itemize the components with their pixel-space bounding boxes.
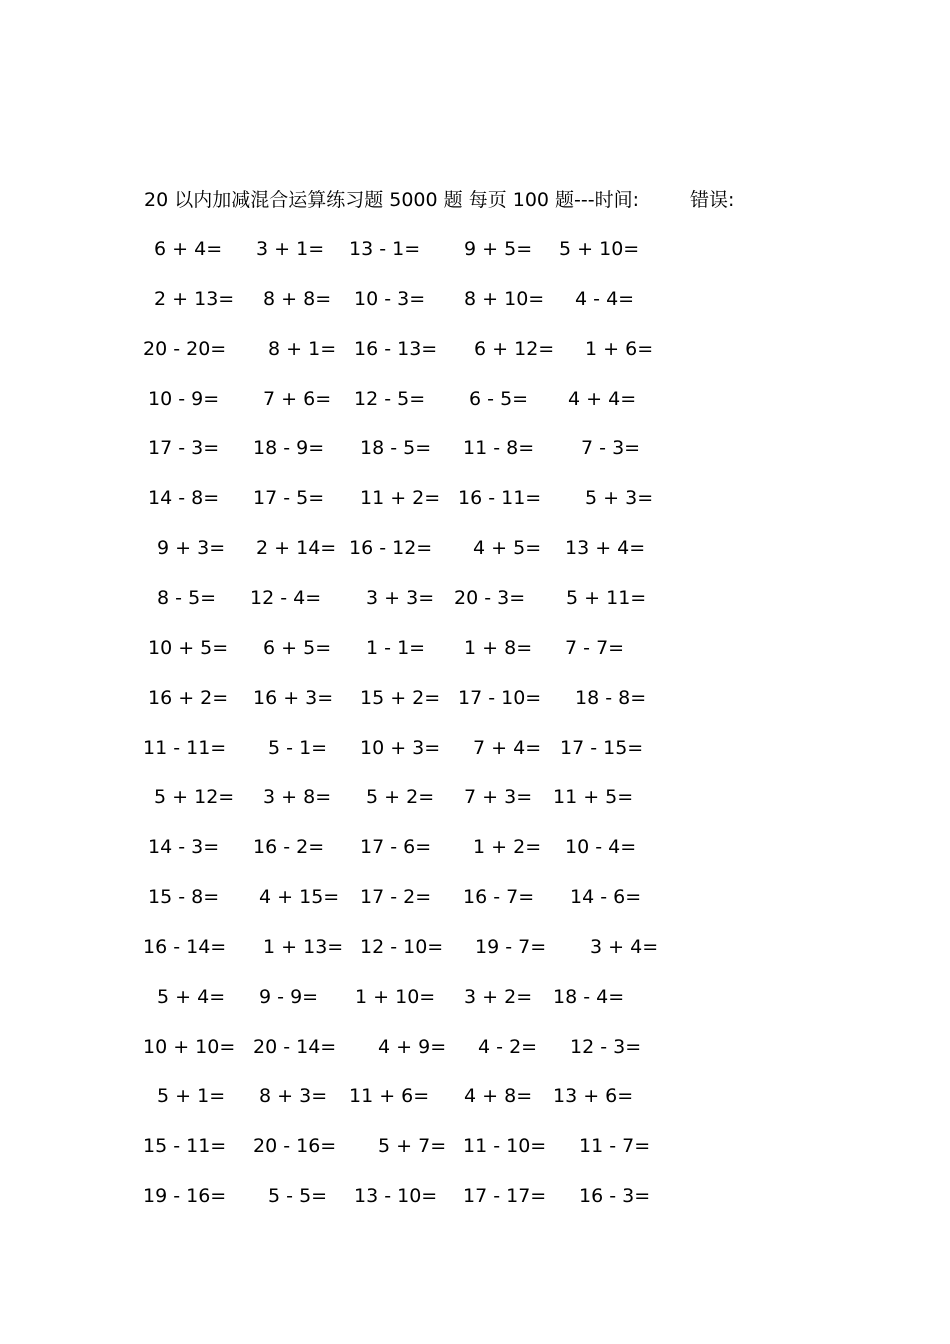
math-problem: 5 + 1= xyxy=(151,1085,226,1108)
math-problem: 16 - 13= xyxy=(354,337,438,360)
math-problem: 1 + 2= xyxy=(467,836,542,859)
worksheet-header xyxy=(144,186,735,214)
math-problem: 19 - 7= xyxy=(475,935,547,958)
math-problem: 7 - 3= xyxy=(575,437,641,460)
math-problem: 5 + 11= xyxy=(560,586,647,609)
math-problem: 11 - 10= xyxy=(463,1135,547,1158)
math-problem: 18 - 4= xyxy=(553,985,625,1008)
math-problem: 17 - 17= xyxy=(463,1185,547,1208)
math-problem: 15 - 11= xyxy=(143,1135,227,1158)
math-problem: 9 - 9= xyxy=(253,985,319,1008)
math-problem: 4 - 4= xyxy=(569,287,635,310)
math-problem: 6 + 4= xyxy=(148,238,223,260)
math-problem: 11 - 11= xyxy=(143,736,227,759)
math-problem: 12 - 4= xyxy=(250,586,322,609)
math-problem: 14 - 6= xyxy=(570,886,642,909)
math-problem: 10 - 9= xyxy=(148,387,220,410)
math-problem: 9 + 5= xyxy=(458,238,533,260)
math-problem: 8 + 10= xyxy=(458,287,545,310)
math-problem: 5 + 7= xyxy=(372,1135,447,1158)
math-problem: 15 + 2= xyxy=(360,686,441,709)
math-problem: 10 + 5= xyxy=(148,636,229,659)
error-count-label: 错误: xyxy=(690,189,735,211)
math-problem: 5 + 12= xyxy=(148,786,235,809)
math-problem: 17 - 5= xyxy=(253,487,325,510)
math-problem: 3 + 8= xyxy=(257,786,332,809)
math-problem: 9 + 3= xyxy=(151,537,226,560)
math-problem: 5 + 4= xyxy=(151,985,226,1008)
math-problem: 18 - 9= xyxy=(253,437,325,460)
math-problem: 16 - 2= xyxy=(253,836,325,859)
math-problem: 12 - 3= xyxy=(570,1035,642,1058)
math-problem: 16 - 7= xyxy=(463,886,535,909)
math-problem: 14 - 8= xyxy=(148,487,220,510)
math-problem: 11 + 2= xyxy=(360,487,441,510)
math-problem: 13 - 10= xyxy=(354,1185,438,1208)
math-problem: 20 - 16= xyxy=(253,1135,337,1158)
math-problem: 5 + 10= xyxy=(553,238,640,260)
math-problem: 20 - 20= xyxy=(143,337,227,360)
math-problem: 4 + 4= xyxy=(562,387,637,410)
math-problem: 13 + 6= xyxy=(553,1085,634,1108)
math-problem: 16 + 3= xyxy=(253,686,334,709)
math-problem: 10 - 3= xyxy=(354,287,426,310)
math-problem: 17 - 6= xyxy=(360,836,432,859)
math-problem: 8 + 8= xyxy=(257,287,332,310)
math-problem: 19 - 16= xyxy=(143,1185,227,1208)
math-problem: 10 + 3= xyxy=(360,736,441,759)
math-problem: 3 + 2= xyxy=(458,985,533,1008)
math-problem: 4 + 9= xyxy=(372,1035,447,1058)
math-problem: 4 + 8= xyxy=(458,1085,533,1108)
math-problem: 13 - 1= xyxy=(349,238,421,260)
math-problem: 4 + 5= xyxy=(467,537,542,560)
math-problem: 17 - 15= xyxy=(560,736,644,759)
math-problem: 18 - 8= xyxy=(575,686,647,709)
math-problem: 16 - 14= xyxy=(143,935,227,958)
math-problem: 5 - 5= xyxy=(262,1185,328,1208)
math-problem: 1 + 6= xyxy=(579,337,654,360)
math-problem: 7 + 6= xyxy=(257,387,332,410)
math-problem: 16 + 2= xyxy=(148,686,229,709)
math-problem: 16 - 12= xyxy=(349,537,433,560)
math-problem: 5 - 1= xyxy=(262,736,328,759)
math-problem: 12 - 10= xyxy=(360,935,444,958)
math-problem: 6 - 5= xyxy=(463,387,529,410)
math-problem: 3 + 4= xyxy=(584,935,659,958)
math-problem: 16 - 11= xyxy=(458,487,542,510)
worksheet-title: 20 以内加减混合运算练习题 5000 题 每页 100 题---时间: xyxy=(144,189,640,211)
math-problem: 4 - 2= xyxy=(472,1035,538,1058)
math-problem: 3 + 3= xyxy=(360,586,435,609)
math-problem: 11 + 6= xyxy=(349,1085,430,1108)
math-problem: 3 + 1= xyxy=(250,238,325,260)
math-problem: 15 - 8= xyxy=(148,886,220,909)
math-problem: 11 - 8= xyxy=(463,437,535,460)
math-problem: 8 + 3= xyxy=(253,1085,328,1108)
math-problem: 18 - 5= xyxy=(360,437,432,460)
math-problem: 17 - 2= xyxy=(360,886,432,909)
math-problem: 1 - 1= xyxy=(360,636,426,659)
math-problem: 12 - 5= xyxy=(354,387,426,410)
math-problem: 7 - 7= xyxy=(559,636,625,659)
math-problem: 1 + 13= xyxy=(257,935,344,958)
math-problem: 8 - 5= xyxy=(151,586,217,609)
math-problem: 10 - 4= xyxy=(565,836,637,859)
math-problem: 16 - 3= xyxy=(579,1185,651,1208)
math-problem: 1 + 10= xyxy=(349,985,436,1008)
math-problem: 7 + 4= xyxy=(467,736,542,759)
math-problem: 7 + 3= xyxy=(458,786,533,809)
math-problem: 17 - 10= xyxy=(458,686,542,709)
math-problem: 20 - 3= xyxy=(454,586,526,609)
math-problem: 6 + 5= xyxy=(257,636,332,659)
math-problem: 10 + 10= xyxy=(143,1035,236,1058)
math-problem: 1 + 8= xyxy=(458,636,533,659)
math-problem: 14 - 3= xyxy=(148,836,220,859)
math-problem: 11 + 5= xyxy=(553,786,634,809)
math-problem: 13 + 4= xyxy=(565,537,646,560)
math-problem: 6 + 12= xyxy=(468,337,555,360)
math-problem: 2 + 14= xyxy=(250,537,337,560)
math-problem: 11 - 7= xyxy=(579,1135,651,1158)
math-problem: 5 + 2= xyxy=(360,786,435,809)
math-problem: 17 - 3= xyxy=(148,437,220,460)
math-problem: 5 + 3= xyxy=(579,487,654,510)
math-problem: 20 - 14= xyxy=(253,1035,337,1058)
math-problem: 4 + 15= xyxy=(253,886,340,909)
math-problem: 8 + 1= xyxy=(262,337,337,360)
math-problem: 2 + 13= xyxy=(148,287,235,310)
